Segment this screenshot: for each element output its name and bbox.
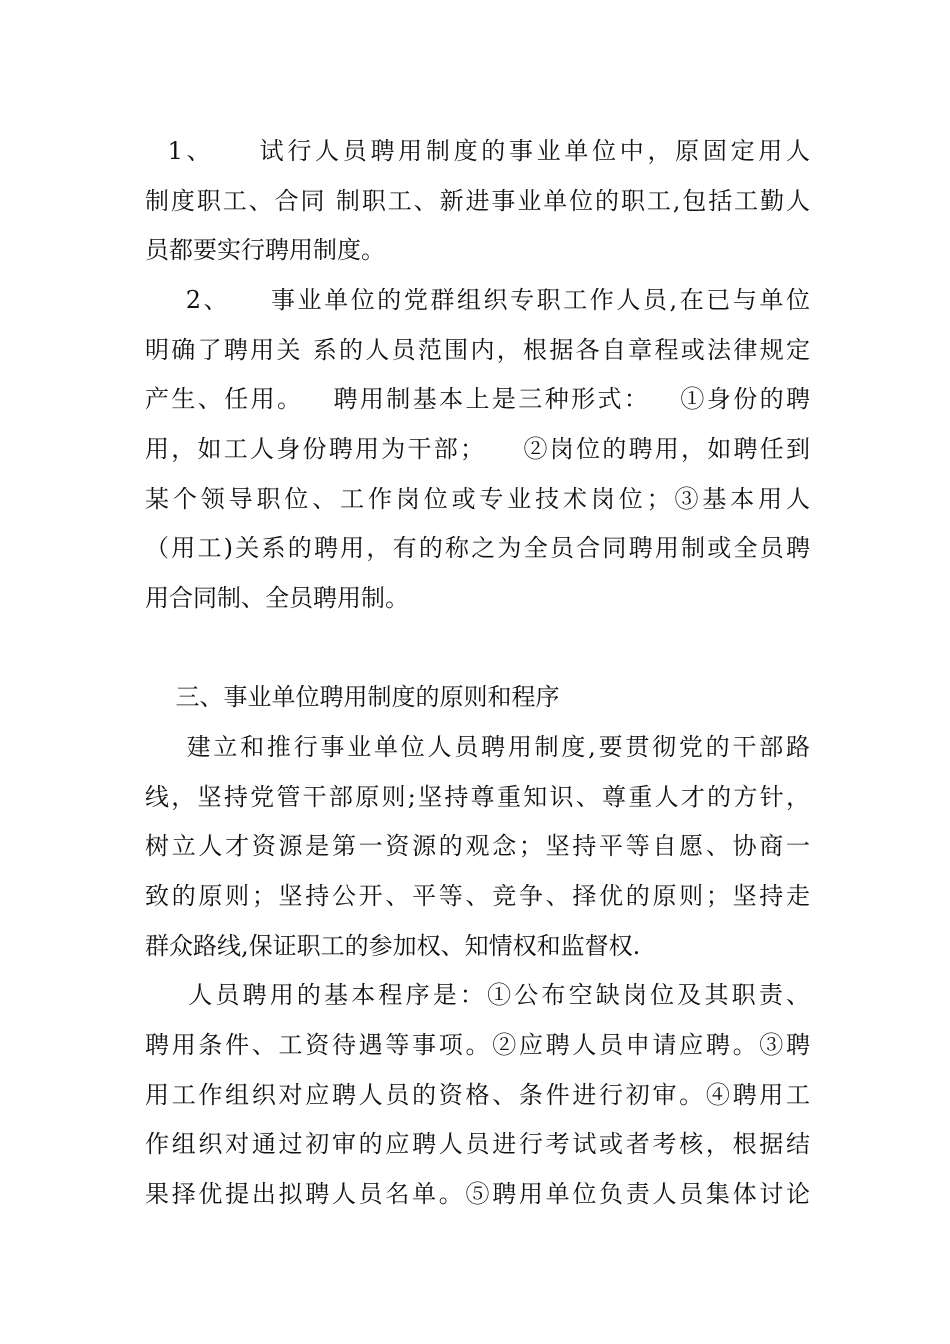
section-heading: 三、事业单位聘用制度的原则和程序 [145,683,560,711]
text-line: 员都要实行聘用制度。 [145,236,385,264]
text-line: 制度职工、合同 制职工、新进事业单位的职工,包括工勤人 [145,187,810,215]
text-line: 用工作组织对应聘人员的资格、条件进行初审。④聘用工 [145,1081,810,1109]
text-line: 建立和推行事业单位人员聘用制度,要贯彻党的干部路 [145,733,810,761]
text-line: 致的原则；坚持公开、平等、竞争、择优的原则；坚持走 [145,882,810,910]
text-line: 群众路线,保证职工的参加权、知情权和监督权. [145,932,641,960]
text-line: 某个领导职位、工作岗位或专业技术岗位；③基本用人 [145,485,810,513]
text-line: 人员聘用的基本程序是：①公布空缺岗位及其职责、 [145,981,810,1009]
text-line: 树立人才资源是第一资源的观念；坚持平等自愿、协商一 [145,832,810,860]
text-line: 线，坚持党管干部原则;坚持尊重知识、尊重人才的方针， [145,783,810,811]
text-line: 果择优提出拟聘人员名单。⑤聘用单位负责人员集体讨论 [145,1180,810,1208]
text-line: 2、 事业单位的党群组织专职工作人员,在已与单位 [145,286,810,314]
text-line: 用，如工人身份聘用为干部； ②岗位的聘用，如聘任到 [145,435,810,463]
text-line: 用合同制、全员聘用制。 [145,584,409,612]
text-line: 作组织对通过初审的应聘人员进行考试或者考核，根据结 [145,1130,810,1158]
text-line: 明确了聘用关 系的人员范围内，根据各自章程或法律规定 [145,336,810,364]
text-line: 1、 试行人员聘用制度的事业单位中，原固定用人 [145,137,810,165]
text-line: 聘用条件、工资待遇等事项。②应聘人员申请应聘。③聘 [145,1031,810,1059]
text-line: （用工)关系的聘用，有的称之为全员合同聘用制或全员聘 [145,534,810,562]
text-line: 产生、任用。 聘用制基本上是三种形式： ①身份的聘 [145,385,810,413]
